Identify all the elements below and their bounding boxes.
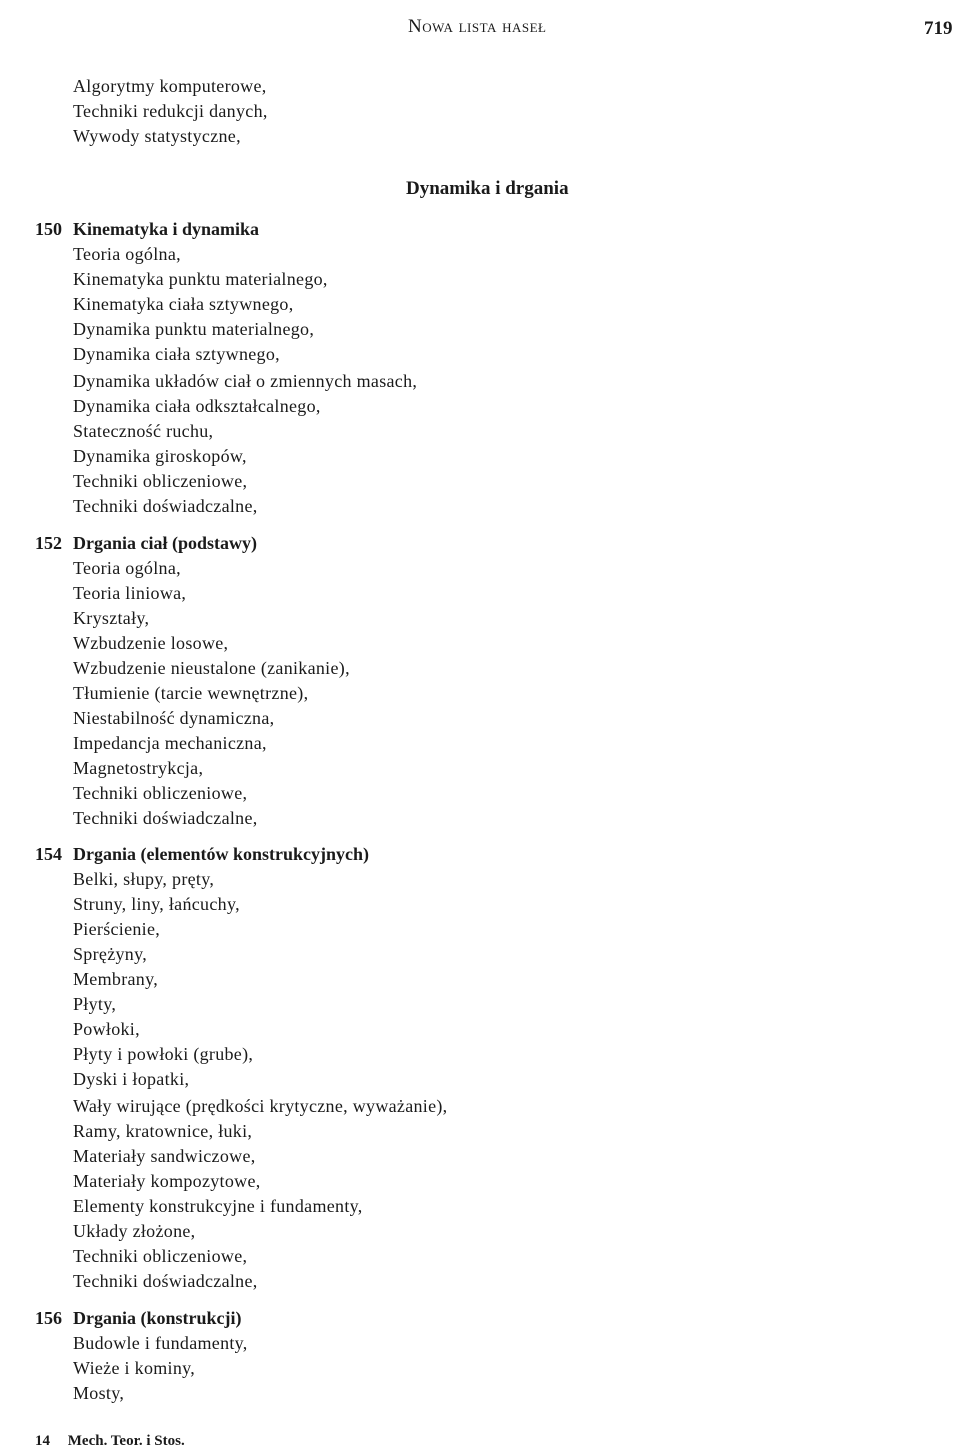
entry-heading: Drgania (konstrukcji) [73,1308,242,1328]
list-item: Wzbudzenie nieustalone (zanikanie), [73,658,350,678]
list-item: Mosty, [73,1383,125,1403]
list-item: Dynamika układów ciał o zmiennych masach, [73,371,418,391]
list-item: Dyski i łopatki, [73,1069,190,1089]
page-footer [35,1433,199,1450]
entry-heading: Drgania ciał (podstawy) [73,533,257,553]
list-item: Magnetostrykcja, [73,758,204,778]
entry-number: 152 [35,533,62,553]
list-item: Budowle i fundamenty, [73,1333,248,1353]
list-item: Struny, liny, łańcuchy, [73,894,240,914]
list-item: Techniki doświadczalne, [73,808,258,828]
list-item: Teoria ogólna, [73,244,181,264]
list-item: Dynamika punktu materialnego, [73,319,315,339]
list-item: Impedancja mechaniczna, [73,733,267,753]
list-item: Materiały kompozytowe, [73,1171,261,1191]
list-item: Kinematyka ciała sztywnego, [73,294,294,314]
list-item: Techniki doświadczalne, [73,1271,258,1291]
list-item: Dynamika ciała odkształcalnego, [73,396,321,416]
list-item: Techniki redukcji danych, [73,101,268,121]
section-title: Dynamika i drgania [406,178,569,199]
list-item: Techniki obliczeniowe, [73,1246,248,1266]
list-item: Wywody statystyczne, [73,126,241,146]
entry-heading: Drgania (elementów konstrukcyjnych) [73,844,369,864]
list-item: Techniki doświadczalne, [73,496,258,516]
signature-number: 14 [35,1433,50,1449]
list-item: Algorytmy komputerowe, [73,76,267,96]
list-item: Materiały sandwiczowe, [73,1146,256,1166]
list-item: Membrany, [73,969,159,989]
list-item: Elementy konstrukcyjne i fundamenty, [73,1196,363,1216]
list-item: Techniki obliczeniowe, [73,783,248,803]
list-item: Powłoki, [73,1019,140,1039]
list-item: Belki, słupy, pręty, [73,869,215,889]
list-item: Płyty, [73,994,117,1014]
list-item: Pierścienie, [73,919,161,939]
entry-heading: Kinematyka i dynamika [73,219,260,239]
list-item: Techniki obliczeniowe, [73,471,248,491]
list-item: Kryształy, [73,608,150,628]
list-item: Układy złożone, [73,1221,196,1241]
list-item: Niestabilność dynamiczna, [73,708,275,728]
list-item: Kinematyka punktu materialnego, [73,269,328,289]
list-item: Tłumienie (tarcie wewnętrzne), [73,683,309,703]
list-item: Stateczność ruchu, [73,421,214,441]
list-item: Teoria liniowa, [73,583,187,603]
entry-number: 150 [35,219,62,239]
signature-text: Mech. Teor. i Stos. [67,1433,185,1449]
running-head: Nowa lista haseł [408,16,547,37]
list-item: Ramy, kratownice, łuki, [73,1121,253,1141]
page-number: 719 [924,18,953,39]
entry-number: 154 [35,844,62,864]
list-item: Płyty i powłoki (grube), [73,1044,254,1064]
list-item: Wzbudzenie losowe, [73,633,229,653]
list-item: Teoria ogólna, [73,558,181,578]
entry-number: 156 [35,1308,62,1328]
list-item: Sprężyny, [73,944,148,964]
list-item: Dynamika giroskopów, [73,446,247,466]
list-item: Dynamika ciała sztywnego, [73,344,280,364]
list-item: Wieże i kominy, [73,1358,196,1378]
list-item: Wały wirujące (prędkości krytyczne, wyważanie), [73,1096,448,1116]
